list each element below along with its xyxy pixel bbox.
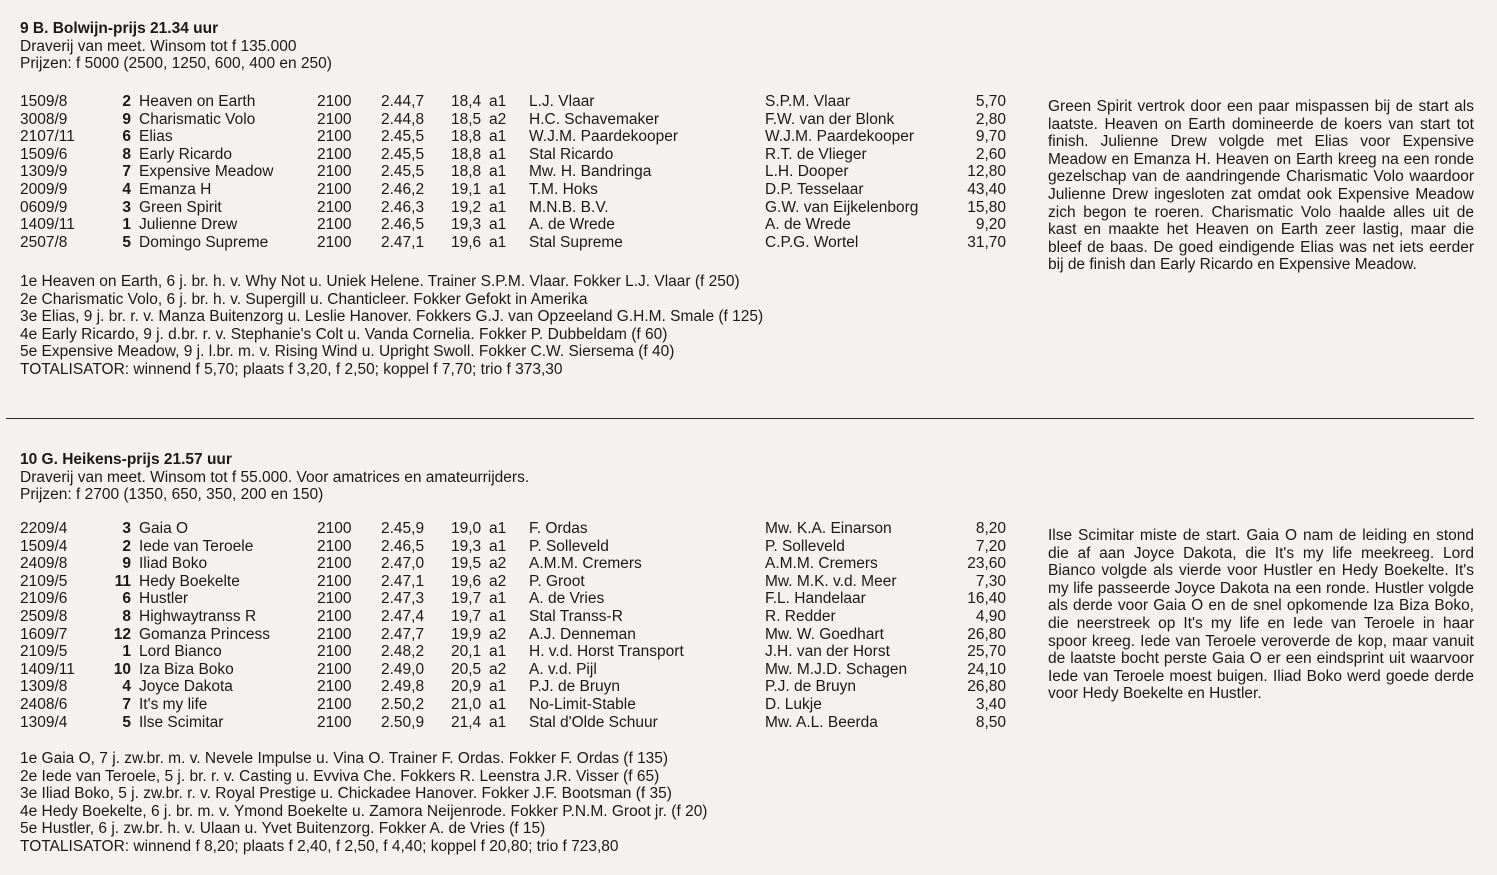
race-time: 2.46,5	[381, 537, 425, 555]
odds: 4,90	[975, 607, 1006, 625]
km-time: 21,0	[451, 695, 482, 713]
odds: 26,80	[967, 678, 1006, 696]
odds: 15,80	[967, 198, 1006, 216]
placing-line: 4e Early Ricardo, 9 j. d.br. r. v. Stephanie's Colt u. Vanda Cornelia. Fokker P. Dubbeldam (f 60)	[20, 325, 668, 343]
start-date: 2109/5	[20, 572, 68, 590]
driver-name: P. Solleveld	[529, 537, 609, 555]
horse-number: 3	[122, 198, 131, 216]
distance: 2100	[317, 163, 352, 181]
start-code: a1	[489, 713, 507, 731]
horse-number: 5	[122, 233, 131, 251]
start-date: 1309/9	[20, 163, 68, 181]
horse-name: Highwaytranss R	[139, 607, 257, 625]
km-time: 20,1	[451, 643, 482, 661]
result-row	[20, 573, 1006, 591]
race-time: 2.45,9	[381, 520, 425, 537]
placings-notes	[20, 750, 1020, 856]
start-code: a1	[489, 198, 507, 216]
odds: 2,60	[975, 145, 1006, 163]
race-title: 10 G. Heikens-prijs 21.57 uur	[20, 451, 232, 468]
horse-name: Hedy Boekelte	[139, 572, 240, 590]
distance: 2100	[317, 590, 352, 608]
result-row	[20, 643, 1006, 661]
totalisator-line: TOTALISATOR: winnend f 5,70; plaats f 3,20, f 2,50; koppel f 7,70; trio f 373,30	[20, 360, 563, 378]
horse-name: Ilse Scimitar	[139, 713, 224, 731]
distance: 2100	[317, 110, 352, 128]
trainer-name: R. Redder	[765, 607, 836, 625]
driver-name: F. Ordas	[529, 520, 588, 537]
start-date: 1509/4	[20, 537, 68, 555]
totalisator-line: TOTALISATOR: winnend f 8,20; plaats f 2,40, f 2,50, f 4,40; koppel f 20,80; trio f 723,80	[20, 837, 619, 855]
start-code: a1	[489, 163, 507, 181]
result-row	[20, 234, 1006, 252]
placing-line: 3e Iliad Boko, 5 j. zw.br. r. v. Royal Prestige u. Chickadee Hanover. Fokker J.F. Bootsman (f 35)	[20, 785, 672, 803]
result-row	[20, 590, 1006, 608]
horse-name: Charismatic Volo	[139, 110, 256, 128]
driver-name: M.N.B. B.V.	[529, 198, 609, 216]
result-row	[20, 608, 1006, 626]
horse-number: 7	[122, 163, 131, 181]
placing-line: 1e Gaia O, 7 j. zw.br. m. v. Nevele Impulse u. Vina O. Trainer F. Ordas. Fokker F. Ordas (f 135)	[20, 750, 669, 767]
km-time: 19,6	[451, 572, 482, 590]
horse-number: 12	[113, 625, 131, 643]
race-prizes: Prijzen: f 5000 (2500, 1250, 600, 400 en 250)	[20, 55, 332, 73]
distance: 2100	[317, 625, 352, 643]
trainer-name: G.W. van Eijkelenborg	[765, 198, 919, 216]
race-time: 2.50,2	[381, 695, 425, 713]
result-row	[20, 714, 1006, 732]
section-divider	[6, 418, 1474, 419]
odds: 3,40	[975, 695, 1006, 713]
race-time: 2.47,3	[381, 590, 425, 608]
result-row	[20, 163, 1006, 181]
start-date: 1409/11	[20, 216, 75, 234]
start-code: a2	[489, 572, 507, 590]
km-time: 19,2	[451, 198, 482, 216]
trainer-name: C.P.G. Wortel	[765, 233, 859, 251]
race-time: 2.47,7	[381, 625, 425, 643]
trainer-name: Mw. K.A. Einarson	[765, 520, 892, 537]
driver-name: A. de Vries	[529, 590, 605, 608]
horse-name: Gaia O	[139, 520, 189, 537]
distance: 2100	[317, 180, 352, 198]
driver-name: A. v.d. Pijl	[529, 660, 597, 678]
horse-number: 8	[122, 145, 131, 163]
horse-number: 6	[122, 128, 131, 146]
race-time: 2.47,0	[381, 555, 425, 573]
race-time: 2.45,5	[381, 145, 425, 163]
distance: 2100	[317, 713, 352, 731]
horse-number: 1	[122, 216, 131, 234]
start-code: a1	[489, 93, 507, 110]
horse-number: 2	[122, 93, 131, 110]
trainer-name: P. Solleveld	[765, 537, 845, 555]
race-time: 2.49,8	[381, 678, 425, 696]
start-date: 2409/8	[20, 555, 68, 573]
odds: 5,70	[975, 93, 1006, 110]
horse-number: 2	[122, 537, 131, 555]
driver-name: H.C. Schavemaker	[529, 110, 660, 128]
distance: 2100	[317, 555, 352, 573]
trainer-name: A. de Wrede	[765, 216, 851, 234]
trainer-name: F.W. van der Blonk	[765, 110, 895, 128]
driver-name: H. v.d. Horst Transport	[529, 643, 684, 661]
result-row	[20, 111, 1006, 129]
km-time: 21,4	[451, 713, 482, 731]
km-time: 18,4	[451, 93, 482, 110]
driver-name: P. Groot	[529, 572, 585, 590]
distance: 2100	[317, 520, 352, 537]
race-time: 2.45,5	[381, 163, 425, 181]
km-time: 18,8	[451, 145, 482, 163]
driver-name: Mw. H. Bandringa	[529, 163, 652, 181]
horse-name: Expensive Meadow	[139, 163, 274, 181]
km-time: 18,8	[451, 163, 482, 181]
start-code: a2	[489, 555, 507, 573]
start-date: 2107/11	[20, 128, 75, 146]
horse-number: 3	[122, 520, 131, 537]
result-row	[20, 128, 1006, 146]
distance: 2100	[317, 93, 352, 110]
start-code: a2	[489, 625, 507, 643]
driver-name: A. de Wrede	[529, 216, 615, 234]
placings-notes	[20, 273, 1020, 379]
horse-name: Iliad Boko	[139, 555, 208, 573]
start-date: 1409/11	[20, 660, 75, 678]
odds: 8,50	[975, 713, 1006, 731]
start-code: a1	[489, 216, 507, 234]
results-table	[20, 93, 1006, 251]
distance: 2100	[317, 128, 352, 146]
trainer-name: A.M.M. Cremers	[765, 555, 878, 573]
km-time: 19,6	[451, 233, 482, 251]
race-time: 2.49,0	[381, 660, 425, 678]
start-date: 1309/4	[20, 713, 68, 731]
distance: 2100	[317, 537, 352, 555]
trainer-name: Mw. A.L. Beerda	[765, 713, 878, 731]
result-row	[20, 216, 1006, 234]
start-code: a1	[489, 520, 507, 537]
horse-name: Green Spirit	[139, 198, 222, 216]
horse-name: Iede van Teroele	[139, 537, 254, 555]
placing-line: 5e Expensive Meadow, 9 j. l.br. m. v. Rising Wind u. Upright Swoll. Fokker C.W. Siersema (f 40)	[20, 343, 675, 361]
start-code: a2	[489, 110, 507, 128]
start-date: 2509/8	[20, 607, 68, 625]
km-time: 19,7	[451, 590, 482, 608]
odds: 23,60	[967, 555, 1006, 573]
placing-line: 1e Heaven on Earth, 6 j. br. h. v. Why Not u. Uniek Helene. Trainer S.P.M. Vlaar. Fokker L.J. Vlaar (f 250)	[20, 273, 740, 290]
odds: 8,20	[975, 520, 1006, 537]
start-date: 2009/9	[20, 180, 68, 198]
horse-name: Gomanza Princess	[139, 625, 270, 643]
distance: 2100	[317, 233, 352, 251]
horse-name: Early Ricardo	[139, 145, 233, 163]
start-date: 2408/6	[20, 695, 68, 713]
result-row	[20, 93, 1006, 111]
distance: 2100	[317, 572, 352, 590]
horse-number: 10	[113, 660, 131, 678]
horse-number: 4	[122, 180, 131, 198]
race-time: 2.47,1	[381, 233, 425, 251]
horse-name: Elias	[139, 128, 173, 146]
race-header	[20, 20, 920, 73]
odds: 25,70	[967, 643, 1006, 661]
trainer-name: D.P. Tesselaar	[765, 180, 864, 198]
horse-name: Emanza H	[139, 180, 212, 198]
km-time: 18,5	[451, 110, 482, 128]
start-date: 3008/9	[20, 110, 68, 128]
trainer-name: J.H. van der Horst	[765, 643, 890, 661]
start-code: a2	[489, 660, 507, 678]
result-row	[20, 520, 1006, 538]
result-row	[20, 678, 1006, 696]
placing-line: 2e Iede van Teroele, 5 j. br. r. v. Casting u. Evviva Che. Fokkers R. Leenstra J.R. Visser (f 65)	[20, 767, 660, 785]
trainer-name: R.T. de Vlieger	[765, 145, 867, 163]
placing-line: 2e Charismatic Volo, 6 j. br. h. v. Supergill u. Chanticleer. Fokker Gefokt in Amerika	[20, 290, 588, 308]
km-time: 18,8	[451, 128, 482, 146]
odds: 2,80	[975, 110, 1006, 128]
driver-name: T.M. Hoks	[529, 180, 598, 198]
start-code: a1	[489, 695, 507, 713]
race-time: 2.47,4	[381, 607, 425, 625]
distance: 2100	[317, 695, 352, 713]
race-time: 2.46,2	[381, 180, 425, 198]
result-row	[20, 696, 1006, 714]
odds: 7,20	[975, 537, 1006, 555]
trainer-name: D. Lukje	[765, 695, 822, 713]
start-code: a1	[489, 128, 507, 146]
horse-number: 9	[122, 555, 131, 573]
odds: 24,10	[967, 660, 1006, 678]
result-row	[20, 199, 1006, 217]
odds: 9,20	[975, 216, 1006, 234]
driver-name: Stal d'Olde Schuur	[529, 713, 658, 731]
result-row	[20, 538, 1006, 556]
driver-name: P.J. de Bruyn	[529, 678, 621, 696]
horse-name: It's my life	[139, 695, 208, 713]
horse-number: 9	[122, 110, 131, 128]
horse-name: Heaven on Earth	[139, 93, 256, 110]
trainer-name: W.J.M. Paardekooper	[765, 128, 915, 146]
distance: 2100	[317, 607, 352, 625]
km-time: 20,5	[451, 660, 482, 678]
start-code: a1	[489, 643, 507, 661]
start-date: 1509/8	[20, 93, 68, 110]
results-table	[20, 520, 1006, 731]
start-date: 2109/5	[20, 643, 68, 661]
driver-name: Stal Ricardo	[529, 145, 614, 163]
race-time: 2.48,2	[381, 643, 425, 661]
start-date: 1609/7	[20, 625, 68, 643]
result-row	[20, 626, 1006, 644]
horse-number: 11	[114, 572, 131, 590]
result-row	[20, 555, 1006, 573]
odds: 9,70	[975, 128, 1006, 146]
horse-name: Lord Bianco	[139, 643, 222, 661]
placing-line: 4e Hedy Boekelte, 6 j. br. m. v. Ymond Boekelte u. Zamora Neijenrode. Fokker P.N.M. Groot jr. (f 20)	[20, 802, 708, 820]
start-code: a1	[489, 678, 507, 696]
km-time: 19,1	[451, 180, 482, 198]
start-code: a1	[489, 537, 507, 555]
horse-name: Iza Biza Boko	[139, 660, 234, 678]
odds: 31,70	[967, 233, 1006, 251]
race-prizes: Prijzen: f 2700 (1350, 650, 350, 200 en 150)	[20, 486, 324, 504]
race-title: 9 B. Bolwijn-prijs 21.34 uur	[20, 20, 219, 37]
driver-name: L.J. Vlaar	[529, 93, 595, 110]
odds: 43,40	[967, 180, 1006, 198]
horse-number: 5	[122, 713, 131, 731]
distance: 2100	[317, 198, 352, 216]
odds: 12,80	[967, 163, 1006, 181]
horse-name: Julienne Drew	[139, 216, 238, 234]
start-code: a1	[489, 607, 507, 625]
trainer-name: P.J. de Bruyn	[765, 678, 857, 696]
km-time: 19,0	[451, 520, 482, 537]
km-time: 19,5	[451, 555, 482, 573]
km-time: 19,3	[451, 216, 482, 234]
driver-name: No-Limit-Stable	[529, 695, 636, 713]
trainer-name: Mw. W. Goedhart	[765, 625, 884, 643]
race-time: 2.44,8	[381, 110, 425, 128]
result-row	[20, 146, 1006, 164]
start-date: 1509/6	[20, 145, 68, 163]
start-code: a1	[489, 233, 507, 251]
start-date: 2109/6	[20, 590, 68, 608]
horse-name: Joyce Dakota	[139, 678, 233, 696]
distance: 2100	[317, 660, 352, 678]
horse-number: 6	[122, 590, 131, 608]
odds: 16,40	[967, 590, 1006, 608]
horse-number: 7	[122, 695, 131, 713]
race-time: 2.45,5	[381, 128, 425, 146]
odds: 7,30	[975, 572, 1006, 590]
distance: 2100	[317, 643, 352, 661]
start-date: 2507/8	[20, 233, 68, 251]
distance: 2100	[317, 216, 352, 234]
trainer-name: L.H. Dooper	[765, 163, 849, 181]
odds: 26,80	[967, 625, 1006, 643]
race-time: 2.44,7	[381, 93, 425, 110]
race-time: 2.47,1	[381, 572, 425, 590]
trainer-name: Mw. M.J.D. Schagen	[765, 660, 908, 678]
distance: 2100	[317, 145, 352, 163]
start-code: a1	[489, 180, 507, 198]
placing-line: 5e Hustler, 6 j. zw.br. h. v. Ulaan u. Yvet Buitenzorg. Fokker A. de Vries (f 15)	[20, 820, 546, 838]
driver-name: W.J.M. Paardekooper	[529, 128, 679, 146]
start-code: a1	[489, 590, 507, 608]
trainer-name: S.P.M. Vlaar	[765, 93, 851, 110]
horse-name: Hustler	[139, 590, 189, 608]
result-row	[20, 661, 1006, 679]
race-header	[20, 451, 920, 504]
driver-name: Stal Supreme	[529, 233, 623, 251]
race-commentary: Ilse Scimitar miste de start. Gaia O nam de leiding en stond die af aan Joyce Dakota, die It's my life meekreeg. Lord Bianco volgde als vierde voor Hustler en Hedy Boekelte. It's my life passeerde Joyce Dakota na een ronde. Hustler volgde als derde voor Gaia O en de snel opkomende Iza Biza Boko, die neerstreek op It's my life en Iede van Teroele in haar spoor kreeg. Iede van Teroele veroverde de kop, maar vanuit de laatste bocht perste Gaia O er een eindsprint uit waarvoor Iede van Teroele moest buigen. Iliad Boko werd goede derde voor Hedy Boekelte en Hustler.	[1048, 527, 1474, 703]
trainer-name: Mw. M.K. v.d. Meer	[765, 572, 897, 590]
horse-number: 1	[122, 643, 131, 661]
start-date: 2209/4	[20, 520, 68, 537]
placing-line: 3e Elias, 9 j. br. r. v. Manza Buitenzorg u. Leslie Hanover. Fokkers G.J. van Opzeeland G.H.M. Smale (f 125)	[20, 308, 764, 326]
driver-name: A.M.M. Cremers	[529, 555, 642, 573]
result-row	[20, 181, 1006, 199]
horse-name: Domingo Supreme	[139, 233, 269, 251]
distance: 2100	[317, 678, 352, 696]
start-date: 1309/8	[20, 678, 68, 696]
driver-name: A.J. Denneman	[529, 625, 636, 643]
start-code: a1	[489, 145, 507, 163]
trainer-name: F.L. Handelaar	[765, 590, 866, 608]
race-conditions: Draverij van meet. Winsom tot f 55.000. Voor amatrices en amateurrijders.	[20, 468, 530, 486]
km-time: 19,3	[451, 537, 482, 555]
race-time: 2.50,9	[381, 713, 425, 731]
km-time: 19,9	[451, 625, 482, 643]
race-conditions: Draverij van meet. Winsom tot f 135.000	[20, 37, 297, 55]
race-commentary: Green Spirit vertrok door een paar mispassen bij de start als laatste. Heaven on Earth domineerde de koers van start tot finish. Julienne Drew volgde met Elias voor Expensive Meadow en Emanza H. Heaven on Earth kreeg na een ronde gezelschap van de aandringende Charismatic Volo waardoor Julienne Drew ingesloten zat omdat ook Expensive Meadow zich begon te roeren. Charismatic Volo haalde alles uit de kast en maakte het Heaven on Earth zeer lastig, maar die bleef de baas. De goed eindigende Elias was net iets eerder bij de finish dan Early Ricardo en Expensive Meadow.	[1048, 98, 1474, 274]
start-date: 0609/9	[20, 198, 68, 216]
km-time: 20,9	[451, 678, 482, 696]
horse-number: 8	[122, 607, 131, 625]
km-time: 19,7	[451, 607, 482, 625]
race-time: 2.46,3	[381, 198, 425, 216]
horse-number: 4	[122, 678, 131, 696]
race-time: 2.46,5	[381, 216, 425, 234]
driver-name: Stal Transs-R	[529, 607, 623, 625]
